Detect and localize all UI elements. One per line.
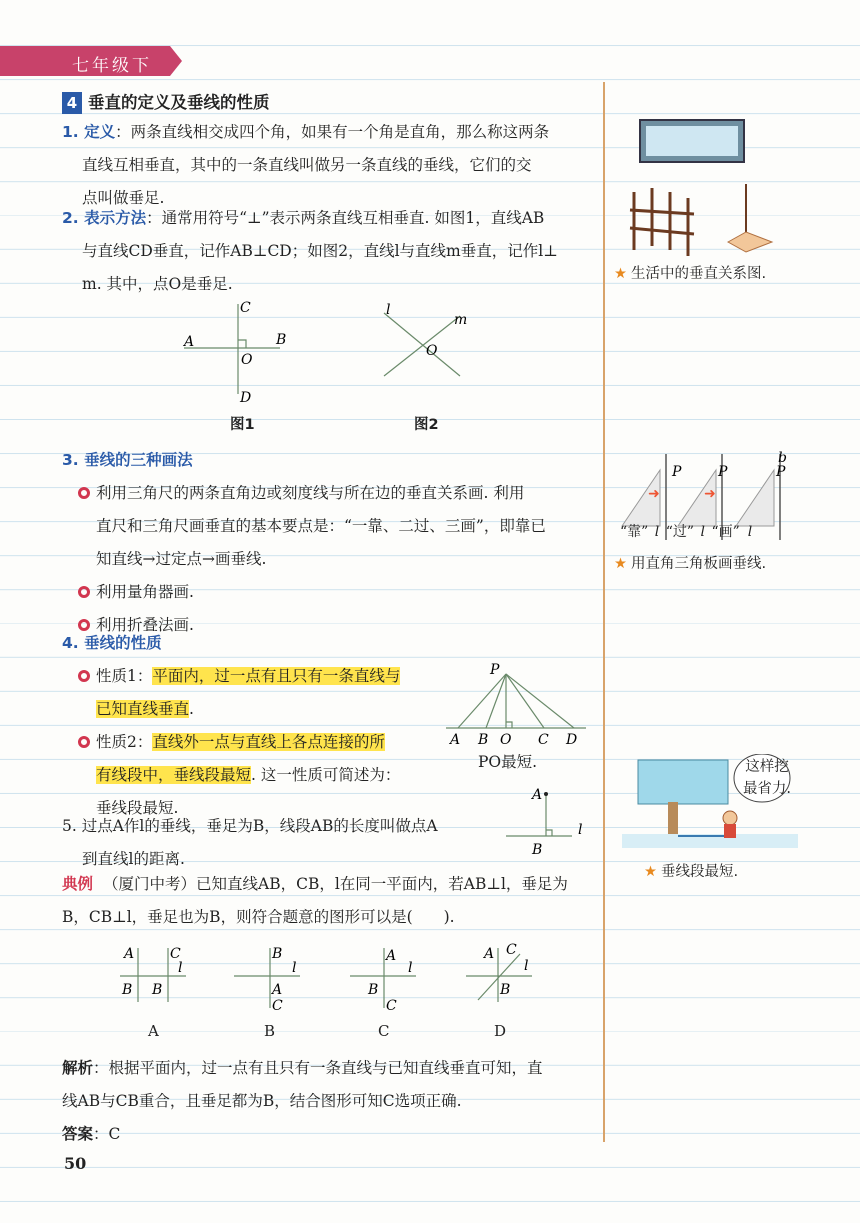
bullet-icon — [78, 487, 90, 499]
fig1-label-C: C — [240, 300, 251, 316]
distance-figure — [506, 782, 596, 862]
caption-text: 生活中的垂直关系图. — [631, 266, 767, 282]
svg-text:➜: ➜ — [648, 486, 660, 502]
bullet-icon — [78, 736, 90, 748]
figures-1-2 — [170, 298, 500, 408]
tri-label-b: b — [778, 450, 787, 466]
shortest-segment-figure — [446, 660, 596, 750]
svg-text:B: B — [122, 982, 133, 998]
prop-label-A: A — [450, 732, 461, 748]
option-D-label: D — [494, 1022, 507, 1040]
properties-title: 4. 垂线的性质 — [62, 634, 162, 652]
highlight: 平面内，过一点有且只有一条直线与 — [152, 667, 401, 685]
svg-text:➜: ➜ — [704, 486, 716, 502]
notation-paragraph — [62, 202, 592, 301]
dist-label-B: B — [532, 842, 543, 858]
fig2-label-m: m — [454, 312, 468, 328]
answer-value: ：C — [93, 1125, 121, 1143]
text-line: m. 其中，点O是垂足. — [82, 275, 233, 293]
fig2-label-l: l — [386, 302, 391, 318]
speech-bubble — [740, 756, 794, 800]
prop-label-O: O — [500, 732, 512, 748]
grade-tab: 七年级下 — [0, 46, 170, 76]
svg-text:A: A — [484, 946, 495, 962]
text-line: ：根据平面内，过一点有且只有一条直线与已知直线垂直可知，直 — [93, 1059, 543, 1077]
perpendicular-life-illustration — [628, 118, 778, 258]
dist-label-A: A — [532, 787, 543, 803]
tri-label-P3: P — [776, 464, 786, 480]
svg-text:C: C — [272, 998, 283, 1014]
svg-text:A: A — [124, 946, 135, 962]
text-line: 垂线段最短. — [96, 799, 179, 817]
fig1-label-D: D — [240, 390, 252, 406]
option-C-label: C — [378, 1022, 390, 1040]
section-heading — [62, 86, 270, 119]
example-label: 典例 — [62, 875, 94, 893]
answer-label: 答案 — [62, 1125, 94, 1143]
svg-text:B: B — [152, 982, 163, 998]
svg-text:B: B — [368, 982, 379, 998]
solution-paragraph — [62, 1052, 602, 1151]
svg-text:A: A — [386, 948, 397, 964]
prop-label-D: D — [566, 732, 578, 748]
text-line: （厦门中考）已知直线AB，CB，l在同一平面内，若AB⊥l，垂足为 — [103, 875, 568, 893]
text-line: 利用三角尺的两条直角边或刻度线与所在边的垂直关系画. 利用 — [96, 484, 525, 502]
definition-paragraph — [62, 116, 592, 215]
option-B-label: B — [264, 1022, 276, 1040]
text-line: . — [189, 700, 194, 718]
prop-label-C: C — [538, 732, 549, 748]
fig1-label-O: O — [241, 352, 253, 368]
sidebar-caption-2 — [614, 548, 766, 581]
step-label: “过” — [665, 524, 695, 540]
text-line: 利用折叠法画. — [96, 616, 194, 634]
distance-paragraph — [62, 810, 502, 876]
notation-label: 2. 表示方法 — [62, 209, 147, 227]
option-A-label: A — [148, 1022, 159, 1040]
example-paragraph — [62, 868, 602, 934]
svg-text:C: C — [386, 998, 397, 1014]
text-line: 性质1： — [96, 667, 153, 685]
svg-text:l: l — [408, 960, 413, 976]
star-icon: ★ — [644, 864, 657, 880]
section-title: 垂直的定义及垂线的性质 — [88, 93, 270, 112]
section-number: 4 — [62, 92, 82, 114]
margin-divider — [603, 82, 605, 1142]
page-number: 50 — [64, 1154, 87, 1173]
tri-step-labels: “靠” l “过” l “画” l — [620, 524, 753, 540]
caption-text: 用直角三角板画垂线. — [631, 556, 767, 572]
text-line: 点叫做垂足. — [82, 189, 165, 207]
methods-paragraph — [62, 444, 592, 642]
text-line: 直尺和三角尺画垂直的基本要点是：“一靠、二过、三画”，即靠已 — [96, 517, 546, 535]
highlight: 直线外一点与直线上各点连接的所 — [152, 733, 385, 751]
svg-text:A: A — [272, 982, 283, 998]
star-icon: ★ — [614, 266, 627, 282]
fig1-caption: 图1 — [230, 417, 255, 433]
text-line: ：通常用符号“⊥”表示两条直线互相垂直. 如图1，直线AB — [146, 209, 545, 227]
fig1-label-A: A — [184, 334, 195, 350]
svg-text:B: B — [500, 982, 511, 998]
text-line: 线AB与CB重合，且垂足都为B，结合图形可知C选项正确. — [62, 1092, 462, 1110]
dist-label-l: l — [578, 822, 583, 838]
text-line: 知直线→过定点→画垂线. — [96, 550, 267, 568]
sidebar-caption-1 — [614, 258, 766, 291]
step-label: “靠” — [620, 524, 649, 540]
text-line: ：两条直线相交成四个角，如果有一个角是直角，那么称这两条 — [115, 123, 550, 141]
bubble-line: 这样挖 — [745, 759, 789, 775]
label-l: l — [747, 524, 753, 540]
highlight: 有线段中，垂线段最短 — [96, 766, 252, 784]
svg-text:C: C — [170, 946, 181, 962]
fig2-caption: 图2 — [414, 417, 439, 433]
bullet-icon — [78, 586, 90, 598]
svg-text:l: l — [178, 960, 183, 976]
text-line: 利用量角器画. — [96, 583, 194, 601]
tri-label-P1: P — [672, 464, 682, 480]
tri-label-P2: P — [718, 464, 728, 480]
sidebar-caption-3 — [644, 856, 738, 889]
prop-label-B: B — [478, 732, 489, 748]
methods-title: 3. 垂线的三种画法 — [62, 451, 193, 469]
svg-text:B: B — [272, 946, 283, 962]
fig1-label-B: B — [276, 332, 287, 348]
text-line: 5. 过点A作l的垂线，垂足为B，线段AB的长度叫做点A — [62, 817, 438, 835]
text-line: 直线互相垂直，其中的一条直线叫做另一条直线的垂线，它们的交 — [82, 156, 532, 174]
text-line: 性质2： — [96, 733, 153, 751]
definition-label: 1. 定义 — [62, 123, 116, 141]
fig2-label-O: O — [426, 343, 438, 359]
text-line: . 这一性质可简述为： — [251, 766, 401, 784]
text-line: B，CB⊥l，垂足也为B，则符合题意的图形可以是( ). — [62, 908, 455, 926]
text-line: 与直线CD垂直，记作AB⊥CD；如图2，直线l与直线m垂直，记作l⊥ — [82, 242, 558, 260]
prop-figure-caption: PO最短. — [478, 753, 538, 771]
step-label: “画” — [711, 524, 740, 540]
bullet-icon — [78, 670, 90, 682]
example-options-figure — [110, 942, 540, 1022]
svg-text:l: l — [524, 958, 529, 974]
caption-text: 垂线段最短. — [661, 864, 739, 880]
star-icon: ★ — [614, 556, 627, 572]
svg-text:l: l — [292, 960, 297, 976]
properties-paragraph — [62, 627, 442, 825]
bubble-line: 最省力. — [742, 781, 792, 797]
prop-label-P: P — [490, 662, 500, 678]
solution-label: 解析 — [62, 1059, 94, 1077]
svg-text:C: C — [506, 942, 517, 958]
text-line: 到直线l的距离. — [82, 850, 185, 868]
highlight: 已知直线垂直 — [96, 700, 190, 718]
